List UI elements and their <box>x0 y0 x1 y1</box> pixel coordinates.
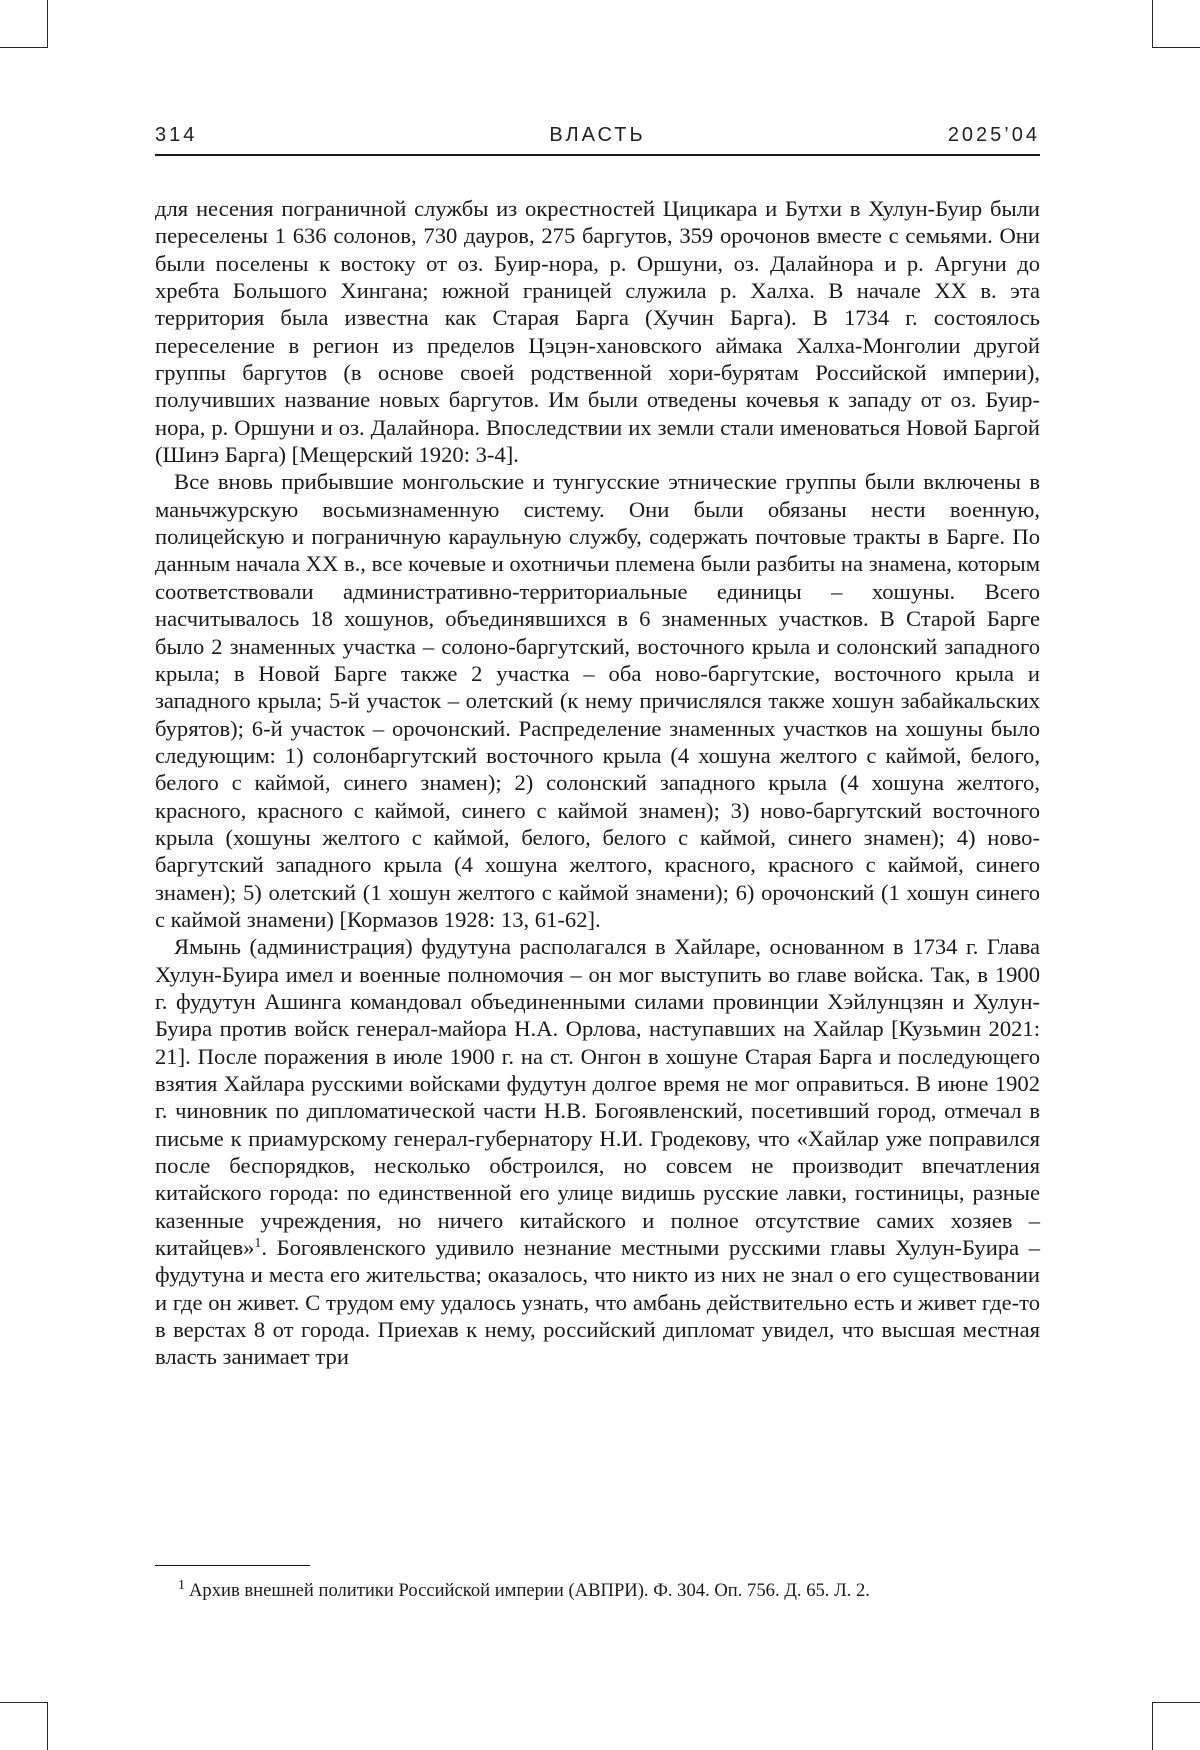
footnote-text: Архив внешней политики Российской империи (АВПРИ). Ф. 304. Оп. 756. Д. 65. Л. 2. <box>189 1580 870 1601</box>
crop-mark <box>1152 1702 1200 1703</box>
crop-mark <box>1152 47 1200 48</box>
paragraph-text: Ямынь (администрация) фудутуна располагался в Хайларе, основанном в 1734 г. Глава Хулун-Буира имел и военные полномочия – он мог выступить во главе войска. Так, в 1900 г. фудутун Ашинга командовал объединенными силами провинции Хэйлунцзян и Хулун-Буира против войск генерал-майора Н.А. Орлова, наступавших на Хайлар [Кузьмин 2021: 21]. После поражения в июле 1900 г. на ст. Онгон в хошуне Старая Барга и последующего взятия Хайлара русскими войсками фудутун долгое время не мог оправиться. В июне 1902 г. чиновник по дипломатической части Н.В. Богоявленский, посетивший город, отмечал в письме к приамурскому генерал-губернатору Н.И. Гродекову, что «Хайлар уже поправился после беспорядков, несколько обстроился, но совсем не производит впечатления китайского города: по единственной его улице видишь русские лавки, гостиницы, разные казенные учреждения, но ничего китайского и полное отсутствие самих хозяев – китайцев» <box>155 934 1040 1261</box>
footnote <box>155 1579 1040 1603</box>
crop-mark <box>0 47 48 48</box>
crop-mark <box>0 1702 48 1703</box>
crop-mark <box>47 1702 48 1750</box>
body-text <box>155 195 1040 1371</box>
paragraph-text: . Богоявленского удивило незнание местными русскими главы Хулун-Буира – фудутуна и места его жительства; оказалось, что никто из них не знал о его существовании и где он живет. С трудом ему удалось узнать, что амбань действительно есть и живет где-то в верстах 8 от города. Приехав к нему, российский дипломат увидел, что высшая местная власть занимает три <box>155 1235 1040 1370</box>
crop-mark <box>1152 0 1153 48</box>
page-number: 314 <box>155 124 198 146</box>
crop-mark <box>1152 1702 1153 1750</box>
journal-title: ВЛАСТЬ <box>549 124 646 146</box>
header-rule <box>155 154 1040 156</box>
crop-mark <box>47 0 48 48</box>
footnote-rule <box>155 1565 310 1566</box>
paragraph <box>155 933 1040 1371</box>
issue-number: 2025’04 <box>947 124 1040 146</box>
paragraph: для несения пограничной службы из окрестностей Цицикара и Бутхи в Хулун-Буир были переселены 1 636 солонов, 730 дауров, 275 баргутов, 359 орочонов вместе с семьями. Они были поселены к востоку от оз. Буир-нора, р. Оршуни, оз. Далайнора и р. Аргуни до хребта Большого Хингана; южной границей служила р. Халха. В начале XX в. эта территория была известна как Старая Барга (Хучин Барга). В 1734 г. состоялось переселение в регион из пределов Цэцэн-хановского аймака Халха-Монголии другой группы баргутов (в основе своей родственной хори-бурятам Российской империи), получивших название новых баргутов. Им были отведены кочевья к западу от оз. Буир-нора, р. Оршуни и оз. Далайнора. Впоследствии их земли стали именоваться Новой Баргой (Шинэ Барга) [Мещерский 1920: 3-4]. <box>155 196 1040 468</box>
footnote-reference[interactable]: 1 <box>254 1236 262 1252</box>
running-head <box>155 124 1040 154</box>
footnote-marker: 1 <box>178 1578 185 1593</box>
paragraph: Все вновь прибывшие монгольские и тунгусские этнические группы были включены в маньчжурскую восьмизнаменную систему. Они были обязаны нести военную, полицейскую и пограничную караульную службу, содержать почтовые тракты в Барге. По данным начала XX в., все кочевые и охотничьи племена были разбиты на знамена, которым соответствовали административно-территориальные единицы – хошуны. Всего насчитывалось 18 хошунов, объединявшихся в 6 знаменных участков. В Старой Барге было 2 знаменных участка – солоно-баргутский, восточного крыла и солонский западного крыла; в Новой Барге также 2 участка – оба ново-баргутские, восточного крыла и западного крыла; 5-й участок – олетский (к нему причислялся также хошун забайкальских бурятов); 6-й участок – орочонский. Распределение знаменных участков на хошуны было следующим: 1) солонбаргутский восточного крыла (4 хошуна желтого с каймой, белого, белого с каймой, синего знамен); 2) солонский западного крыла (4 хошуна желтого, красного, красного с каймой, синего с каймой знамен); 3) ново-баргутский восточного крыла (хошуны желтого с каймой, белого, белого с каймой, синего знамен); 4) ново-баргутский западного крыла (4 хошуна желтого, красного, красного с каймой, синего знамен); 5) олетский (1 хошун желтого с каймой знамени); 6) орочонский (1 хошун синего с каймой знамени) [Кормазов 1928: 13, 61-62]. <box>155 469 1040 932</box>
